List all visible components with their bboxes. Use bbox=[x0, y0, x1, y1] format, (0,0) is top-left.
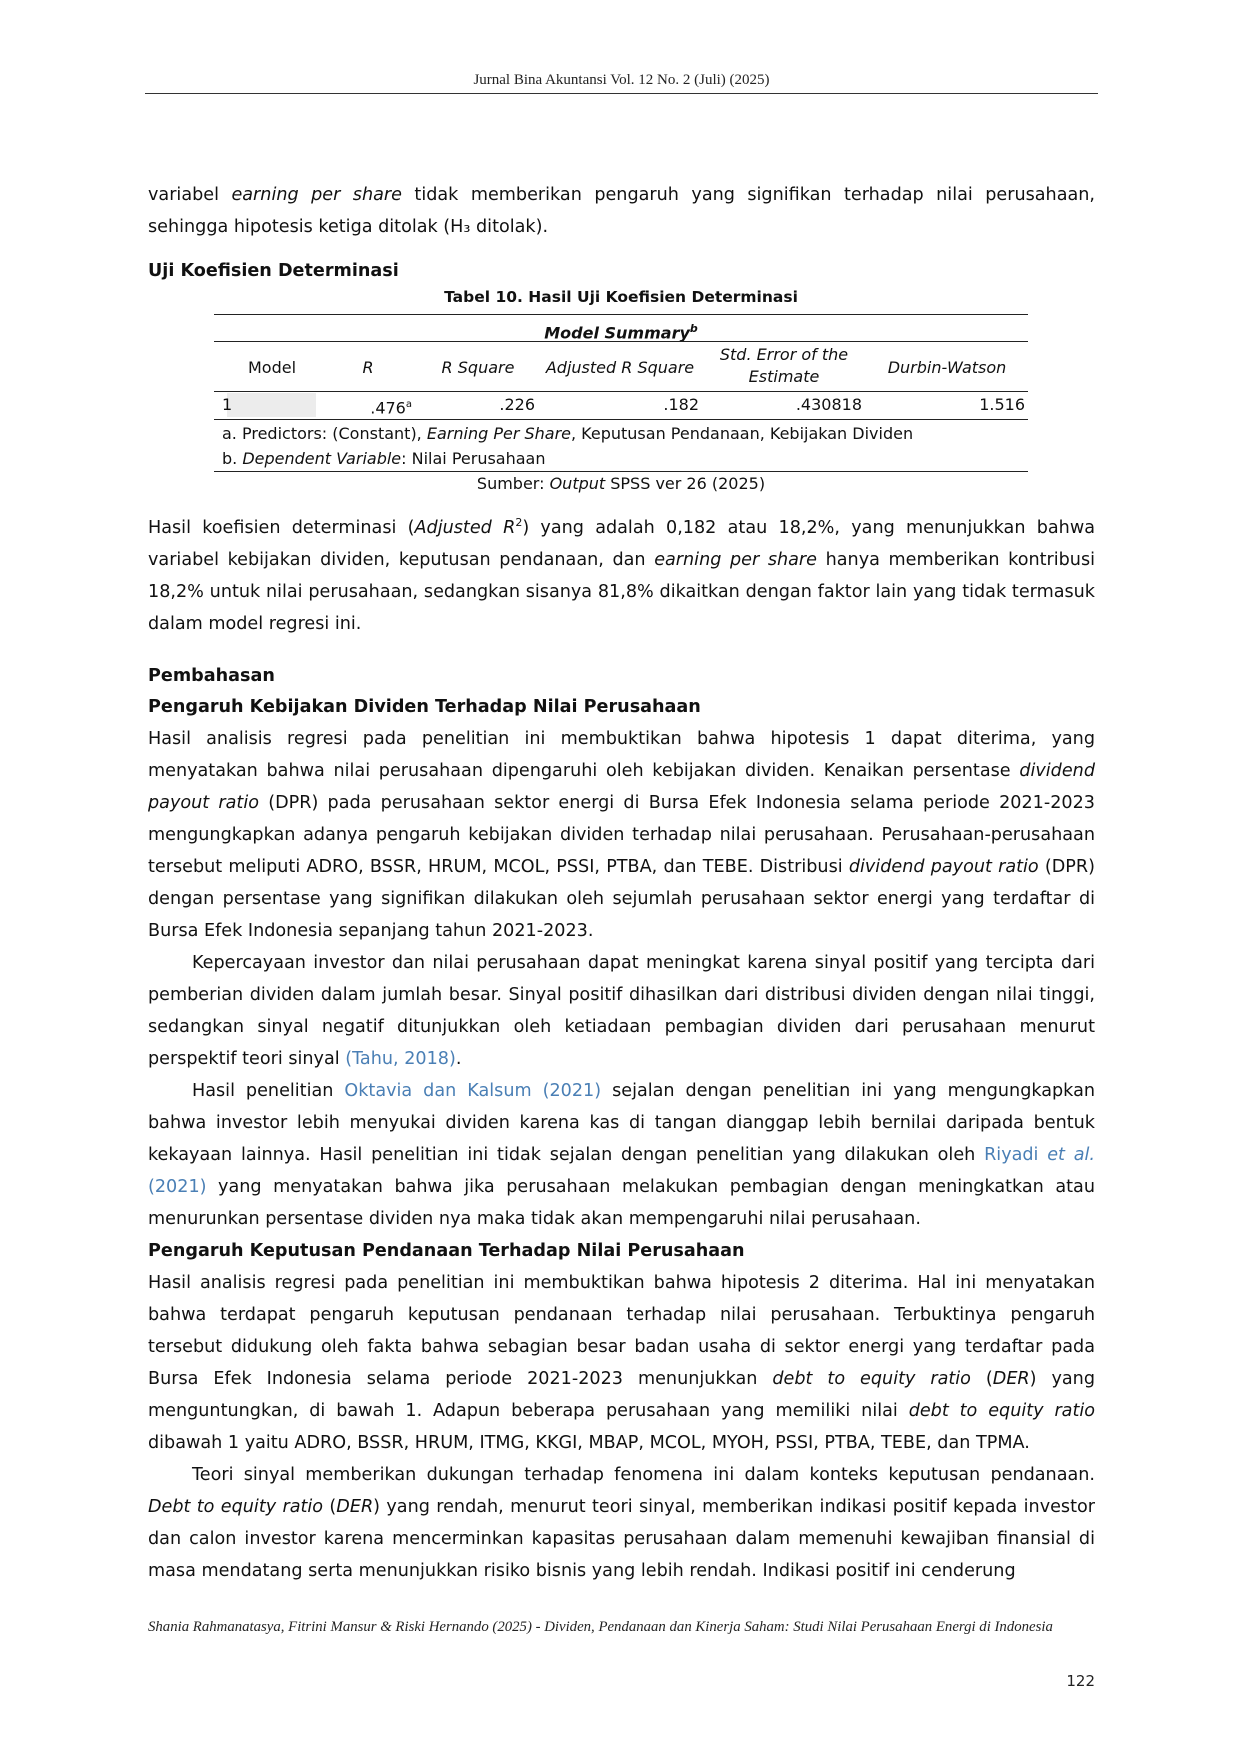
table-rule-title bbox=[214, 341, 1028, 342]
italic-run: Output bbox=[549, 474, 606, 493]
header-model: Model bbox=[247, 358, 297, 377]
table-note-b bbox=[222, 448, 1022, 470]
text-run: ) yang menguntungkan, di bawah 1. Adapun beberapa perusahaan yang memiliki nilai bbox=[148, 1369, 1095, 1421]
text-run: ) yang rendah, menurut teori sinyal, memberikan indikasi positif kepada investor dan calon investor karena mencerminkan kapasitas perusahaan dalam memenuhi kewajiban finansial di masa mendatang serta menunjukkan risiko bisnis yang lebih rendah. Indikasi positif ini cenderung bbox=[148, 1497, 1095, 1581]
paragraph-dividen-3 bbox=[148, 1075, 1095, 1235]
section-heading-pembahasan: Pembahasan bbox=[148, 666, 275, 686]
header-rule bbox=[145, 93, 1098, 94]
table-title-text: Model Summary bbox=[544, 323, 690, 343]
table-rule-bottom bbox=[214, 471, 1028, 472]
text-run: hanya memberikan kontribusi 18,2% untuk nilai perusahaan, sedangkan sisanya 81,8% dikaitkan dengan faktor lain yang tidak termasuk dalam model regresi ini. bbox=[148, 549, 1096, 634]
text-run: a. Predictors: (Constant), bbox=[222, 424, 427, 443]
italic-run: debt to equity ratio bbox=[772, 1369, 971, 1389]
italic-run: earning per share bbox=[231, 185, 402, 205]
running-header: Jurnal Bina Akuntansi Vol. 12 No. 2 (Juli) (2025) bbox=[473, 72, 770, 88]
text-run: ( bbox=[970, 1369, 993, 1389]
table-caption: Tabel 10. Hasil Uji Koefisien Determinasi bbox=[444, 288, 798, 306]
table-row-shading bbox=[227, 393, 316, 417]
text-run: (DPR) pada perusahaan sektor energi di Bursa Efek Indonesia selama periode 2021-2023 mengungkapkan adanya pengaruh kebijakan dividen terhadap nilai perusahaan. Perusahaan-perusahaan tersebut meliputi ADRO, BSSR, HRUM, MCOL, PSSI, PTBA, dan TEBE. Distribusi bbox=[148, 793, 1096, 877]
citation-link[interactable]: Oktavia dan Kalsum (2021) bbox=[344, 1081, 602, 1101]
paragraph-r2 bbox=[148, 507, 1095, 640]
header-std-error-line1: Std. Error of the bbox=[719, 345, 849, 364]
text-run: Kepercayaan investor dan nilai perusahaan dapat meningkat karena sinyal positif yang tercipta dari pemberian dividen dalam jumlah besar. Sinyal positif dihasilkan dari distribusi dividen dengan nilai tinggi, sedangkan sinyal negatif ditunjukkan oleh ketiadaan pembagian dividen dari perusahaan menurut perspektif teori sinyal bbox=[148, 953, 1095, 1069]
citation-link[interactable]: (Tahu, 2018) bbox=[345, 1049, 456, 1069]
header-durbin-watson: Durbin-Watson bbox=[887, 358, 1007, 377]
table-rule-body bbox=[214, 419, 1028, 420]
text-run: dibawah 1 yaitu ADRO, BSSR, HRUM, ITMG, KKGI, MBAP, MCOL, MYOH, PSSI, PTBA, TEBE, dan TPMA. bbox=[148, 1433, 1030, 1453]
italic-run: Dependent Variable bbox=[242, 449, 402, 468]
cell-std-error: .430818 bbox=[795, 395, 862, 414]
header-adjusted-r-square: Adjusted R Square bbox=[545, 358, 695, 377]
cell-r bbox=[318, 394, 412, 419]
italic-run: Adjusted R bbox=[414, 517, 516, 538]
section-heading-uji: Uji Koefisien Determinasi bbox=[148, 261, 399, 281]
text-run: Hasil analisis regresi pada penelitian ini membuktikan bahwa hipotesis 1 dapat diterima, yang menyatakan bahwa nilai perusahaan dipengaruhi oleh kebijakan dividen. Kenaikan persentase bbox=[148, 729, 1095, 781]
paragraph-dividen-2 bbox=[148, 947, 1095, 1075]
cell-r-square: .226 bbox=[499, 395, 535, 414]
italic-run: dividend payout ratio bbox=[848, 857, 1039, 877]
subheading-dividen: Pengaruh Kebijakan Dividen Terhadap Nilai Perusahaan bbox=[148, 697, 701, 717]
text-run: sejalan dengan penelitian ini yang mengungkapkan bahwa investor lebih menyukai dividen karena kas di tangan dianggap lebih bernilai daripada bentuk kekayaan lainnya. Hasil penelitian ini tidak sejalan dengan penelitian yang dilakukan oleh bbox=[148, 1081, 1095, 1165]
italic-run: DER bbox=[992, 1369, 1030, 1389]
text-run: SPSS ver 26 (2025) bbox=[605, 474, 766, 493]
text-run: , Keputusan Pendanaan, Kebijakan Dividen bbox=[571, 424, 914, 443]
header-std-error-line2: Estimate bbox=[748, 367, 820, 386]
text-run: yang menyatakan bahwa jika perusahaan melakukan pembagian dengan meningkatkan atau menurunkan persentase dividen nya maka tidak akan mempengaruhi nilai perusahaan. bbox=[148, 1177, 1095, 1229]
text-run: b. bbox=[222, 449, 243, 468]
text-run: Hasil penelitian bbox=[192, 1081, 345, 1101]
text-run: Sumber: bbox=[476, 474, 550, 493]
paragraph-pendanaan-2 bbox=[148, 1459, 1095, 1587]
text-run: ) yang adalah 0,182 atau 18,2%, yang menunjukkan bahwa variabel kebijakan dividen, keputusan pendanaan, dan bbox=[148, 517, 1096, 570]
text-run: : Nilai Perusahaan bbox=[401, 449, 546, 468]
header-r-square: R Square bbox=[441, 358, 515, 377]
citation-italic: et al. bbox=[1047, 1145, 1095, 1165]
table-rule-top bbox=[214, 314, 1028, 315]
italic-run: debt to equity ratio bbox=[908, 1401, 1096, 1421]
text-run: Hasil koefisien determinasi ( bbox=[148, 517, 415, 538]
table-rule-header bbox=[214, 391, 1028, 392]
table-source bbox=[214, 474, 1028, 493]
citation-text: (2021) bbox=[148, 1177, 207, 1197]
italic-run: Earning Per Share bbox=[426, 424, 571, 443]
italic-run: dividend payout ratio bbox=[148, 761, 1095, 813]
citation-text: Riyadi bbox=[984, 1145, 1048, 1165]
paragraph-dividen-1 bbox=[148, 723, 1095, 947]
text-run: . bbox=[455, 1049, 462, 1069]
text-run: Hasil analisis regresi pada penelitian ini membuktikan bahwa hipotesis 2 diterima. Hal ini menyatakan bahwa terdapat pengaruh keputusan pendanaan terhadap nilai perusahaan. Terbuktinya pengaruh tersebut didukung oleh fakta bahwa sebagian besar badan usaha di sektor energi yang terdaftar pada Bursa Efek Indonesia selama periode 2021-2023 menunjukkan bbox=[148, 1273, 1095, 1389]
table-title-sup: b bbox=[689, 322, 698, 335]
superscript: 2 bbox=[515, 516, 523, 529]
italic-run: Debt to equity ratio bbox=[148, 1497, 324, 1517]
text-run: (DPR) dengan persentase yang signifikan dilakukan oleh sejumlah perusahaan sektor energi yang terdaftar di Bursa Efek Indonesia sepanjang tahun 2021-2023. bbox=[148, 857, 1096, 941]
text-run: tidak memberikan pengaruh yang signifikan terhadap nilai perusahaan, sehingga hipotesis ketiga ditolak (H₃ ditolak). bbox=[148, 185, 1096, 237]
header-r: R bbox=[362, 358, 374, 377]
cell-durbin-watson: 1.516 bbox=[979, 395, 1025, 414]
cell-adjusted-r-square: .182 bbox=[663, 395, 699, 414]
cell-model: 1 bbox=[222, 395, 233, 414]
cell-r-sup: a bbox=[405, 399, 412, 410]
paragraph-pendanaan-1 bbox=[148, 1267, 1095, 1459]
header-std-error bbox=[702, 344, 866, 388]
italic-run: DER bbox=[336, 1497, 374, 1517]
page-number: 122 bbox=[1066, 1672, 1095, 1690]
table-note-a bbox=[222, 423, 1022, 445]
page-footer: Shania Rahmanatasya, Fitrini Mansur & Riski Hernando (2025) - Dividen, Pendanaan dan Kinerja Saham: Studi Nilai Perusahaan Energi di Indonesia bbox=[148, 1619, 1053, 1635]
cell-r-value: .476 bbox=[370, 398, 406, 418]
text-run: ( bbox=[323, 1497, 337, 1517]
intro-paragraph bbox=[148, 179, 1095, 243]
text-run: variabel bbox=[148, 185, 232, 205]
italic-run: earning per share bbox=[654, 549, 817, 570]
subheading-pendanaan: Pengaruh Keputusan Pendanaan Terhadap Nilai Perusahaan bbox=[148, 1241, 745, 1261]
text-run: Teori sinyal memberikan dukungan terhadap fenomena ini dalam konteks keputusan pendanaan. bbox=[192, 1465, 1095, 1485]
